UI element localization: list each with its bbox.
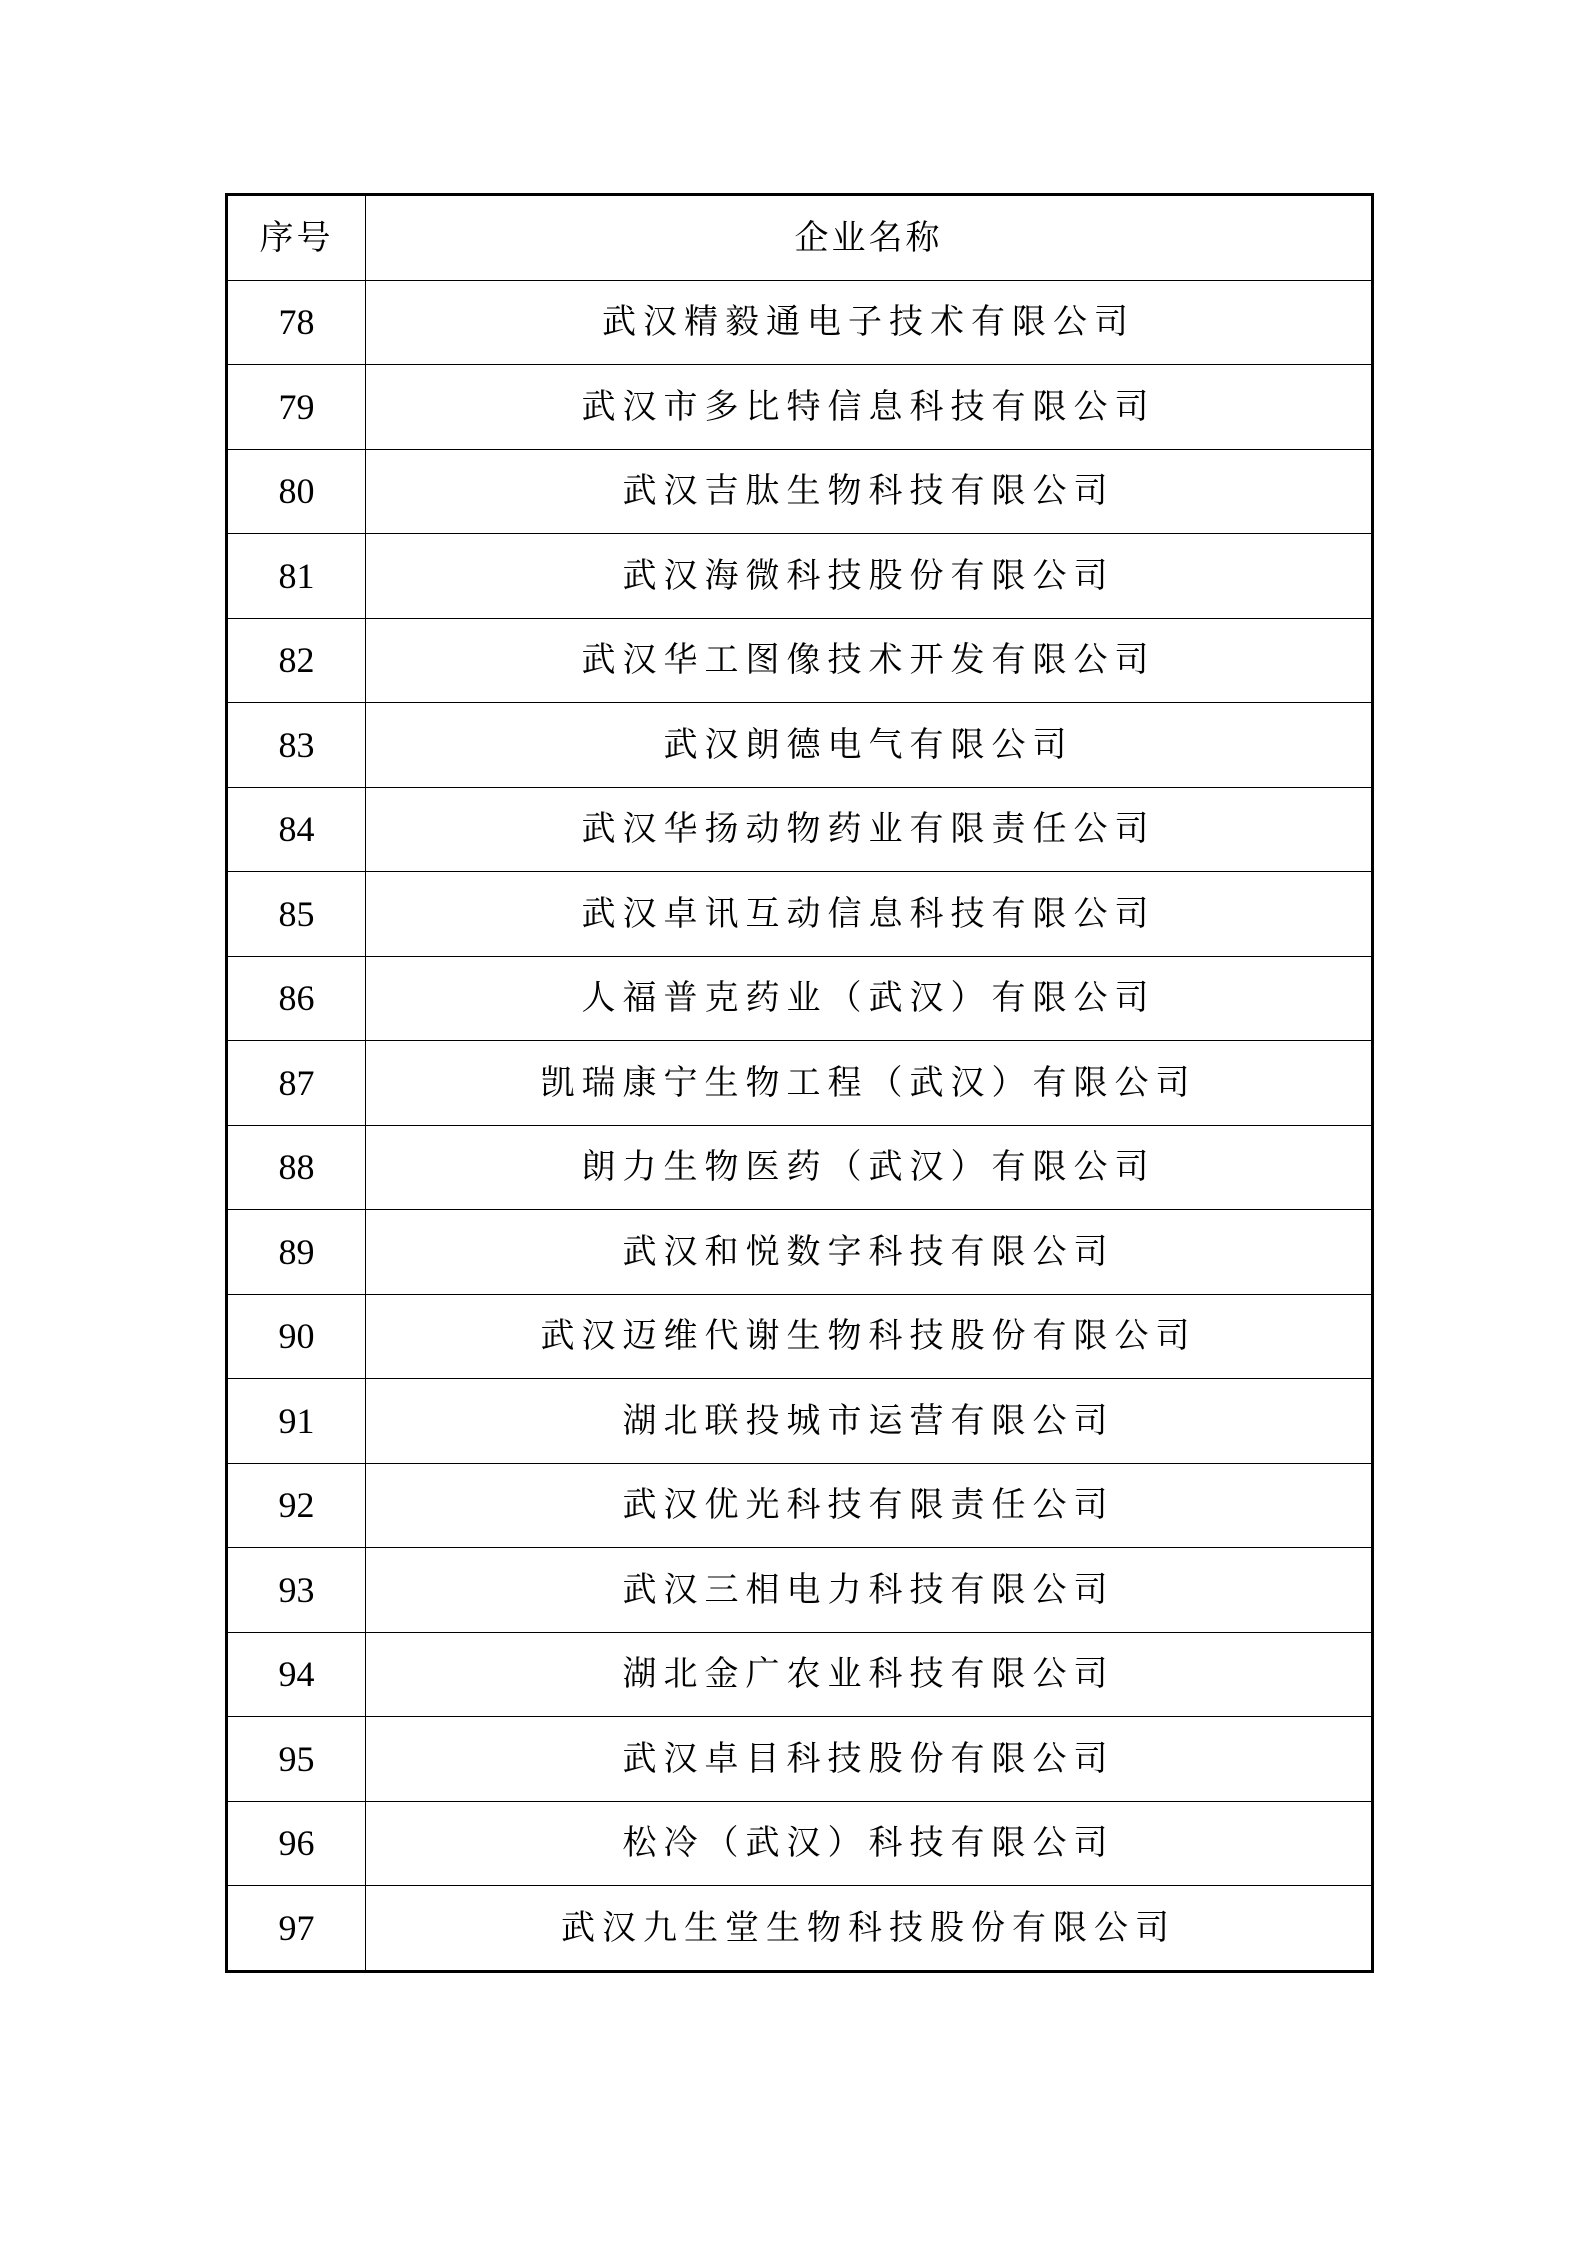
- company-name: 松冷（武汉）科技有限公司: [366, 1801, 1373, 1886]
- row-number: 86: [227, 956, 366, 1041]
- row-number: 84: [227, 787, 366, 872]
- table-row: [227, 1210, 1373, 1295]
- row-number: 83: [227, 703, 366, 788]
- company-name: 人福普克药业（武汉）有限公司: [366, 956, 1373, 1041]
- table-header: [227, 195, 1373, 281]
- table-row: [227, 956, 1373, 1041]
- header-company-name: 企业名称: [366, 195, 1373, 281]
- row-number: 87: [227, 1041, 366, 1126]
- table-row: [227, 1041, 1373, 1126]
- table-row: [227, 1463, 1373, 1548]
- table-row: [227, 280, 1373, 365]
- company-list-table: [225, 193, 1374, 1973]
- company-name: 湖北金广农业科技有限公司: [366, 1632, 1373, 1717]
- table-row: [227, 1125, 1373, 1210]
- company-name: 武汉三相电力科技有限公司: [366, 1548, 1373, 1633]
- company-name: 武汉优光科技有限责任公司: [366, 1463, 1373, 1548]
- company-name: 武汉华工图像技术开发有限公司: [366, 618, 1373, 703]
- row-number: 79: [227, 365, 366, 450]
- company-name: 武汉和悦数字科技有限公司: [366, 1210, 1373, 1295]
- row-number: 85: [227, 872, 366, 957]
- row-number: 94: [227, 1632, 366, 1717]
- table-row: [227, 449, 1373, 534]
- table-row: [227, 1801, 1373, 1886]
- table-row: [227, 872, 1373, 957]
- company-name: 武汉迈维代谢生物科技股份有限公司: [366, 1294, 1373, 1379]
- row-number: 78: [227, 280, 366, 365]
- company-name: 武汉市多比特信息科技有限公司: [366, 365, 1373, 450]
- company-name: 凯瑞康宁生物工程（武汉）有限公司: [366, 1041, 1373, 1126]
- company-name: 武汉卓讯互动信息科技有限公司: [366, 872, 1373, 957]
- row-number: 88: [227, 1125, 366, 1210]
- row-number: 89: [227, 1210, 366, 1295]
- company-name: 武汉卓目科技股份有限公司: [366, 1717, 1373, 1802]
- table-row: [227, 618, 1373, 703]
- table-row: [227, 1632, 1373, 1717]
- row-number: 95: [227, 1717, 366, 1802]
- company-name: 武汉精毅通电子技术有限公司: [366, 280, 1373, 365]
- row-number: 90: [227, 1294, 366, 1379]
- table-container: [225, 193, 1371, 1973]
- table-row: [227, 787, 1373, 872]
- row-number: 97: [227, 1886, 366, 1972]
- company-name: 武汉华扬动物药业有限责任公司: [366, 787, 1373, 872]
- table-row: [227, 365, 1373, 450]
- company-name: 武汉海微科技股份有限公司: [366, 534, 1373, 619]
- table-row: [227, 1379, 1373, 1464]
- row-number: 91: [227, 1379, 366, 1464]
- table-row: [227, 534, 1373, 619]
- table-row: [227, 1294, 1373, 1379]
- table-row: [227, 703, 1373, 788]
- header-number: 序号: [227, 195, 366, 281]
- company-name: 武汉九生堂生物科技股份有限公司: [366, 1886, 1373, 1972]
- header-row: [227, 195, 1373, 281]
- table-row: [227, 1717, 1373, 1802]
- company-name: 武汉吉肽生物科技有限公司: [366, 449, 1373, 534]
- company-name: 湖北联投城市运营有限公司: [366, 1379, 1373, 1464]
- row-number: 92: [227, 1463, 366, 1548]
- row-number: 82: [227, 618, 366, 703]
- row-number: 80: [227, 449, 366, 534]
- table-body: [227, 280, 1373, 1971]
- company-name: 武汉朗德电气有限公司: [366, 703, 1373, 788]
- table-row: [227, 1886, 1373, 1972]
- company-name: 朗力生物医药（武汉）有限公司: [366, 1125, 1373, 1210]
- row-number: 81: [227, 534, 366, 619]
- table-row: [227, 1548, 1373, 1633]
- row-number: 96: [227, 1801, 366, 1886]
- row-number: 93: [227, 1548, 366, 1633]
